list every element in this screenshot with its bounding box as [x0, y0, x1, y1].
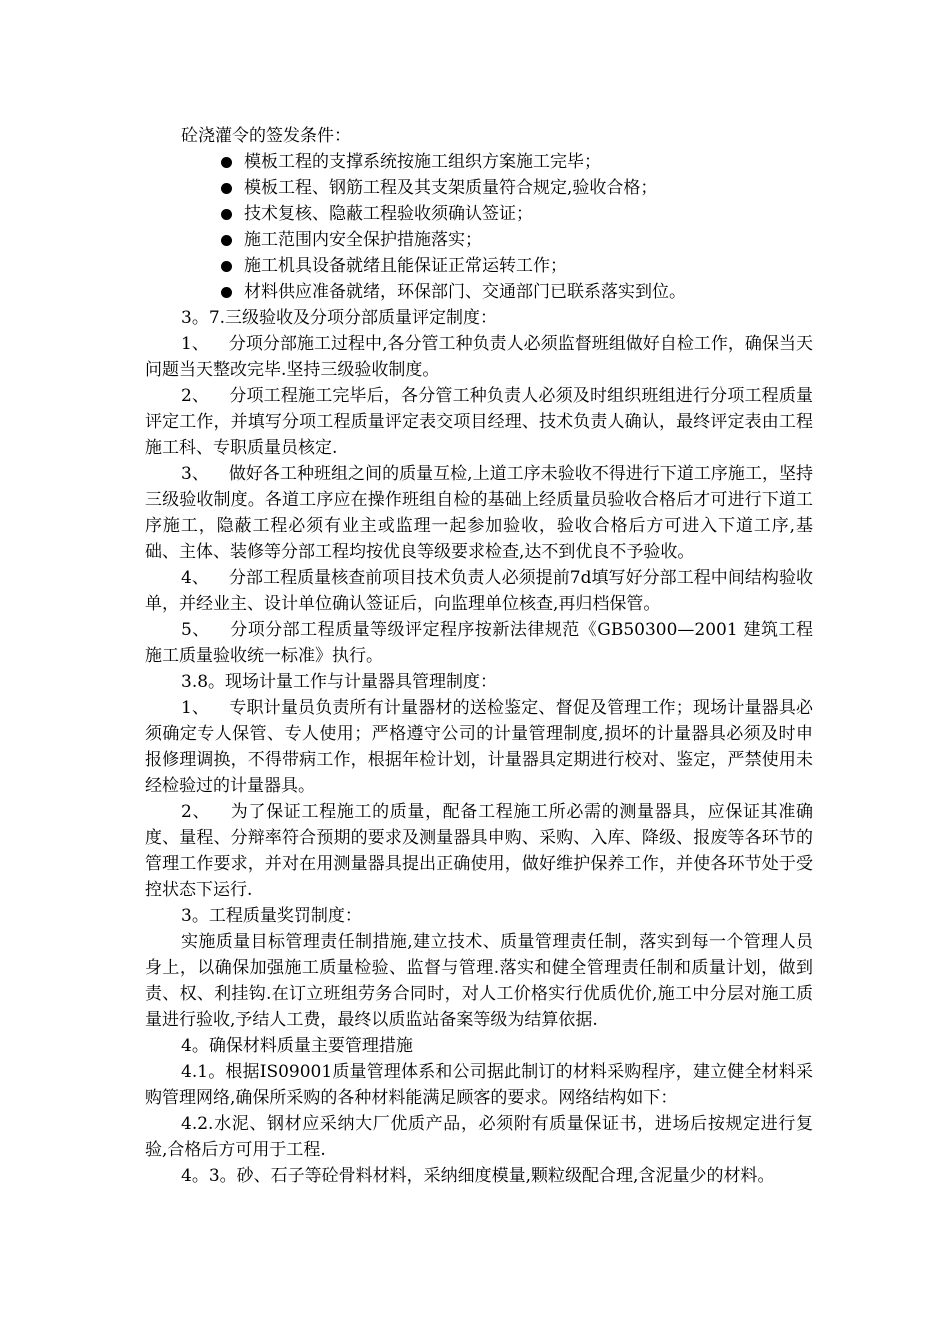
section-heading: 3.8。现场计量工作与计量器具管理制度： — [181, 672, 498, 692]
document-body — [145, 123, 813, 1189]
body-paragraph: 4.2.水泥、钢材应采纳大厂优质产品，必须附有质量保证书，进场后按规定进行复验,合格后方可用于工程. — [145, 1114, 813, 1160]
bullet-item: 材料供应准备就绪，环保部门、交通部门已联系落实到位。 — [145, 279, 813, 305]
bullet-item: 施工机具设备就绪且能保证正常运转工作； — [145, 253, 813, 279]
bullet-item: 模板工程、钢筋工程及其支架质量符合规定,验收合格； — [145, 175, 813, 201]
bullet-item: 技术复核、隐蔽工程验收须确认签证； — [145, 201, 813, 227]
bullet-item: 施工范围内安全保护措施落实； — [145, 227, 813, 253]
numbered-paragraph: 3、 做好各工种班组之间的质量互检,上道工序未验收不得进行下道工序施工，坚持三级验收制度。各道工序应在操作班组自检的基础上经质量员验收合格后才可进行下道工序施工，隐蔽工程必须有业主或监理一起参加验收，验收合格后方可进入下道工序,基础、主体、装修等分部工程均按优良等级要求检查,达不到优良不予验收。 — [145, 464, 813, 562]
numbered-paragraph: 2、 分项工程施工完毕后，各分管工种负责人必须及时组织班组进行分项工程质量评定工作，并填写分项工程质量评定表交项目经理、技术负责人确认，最终评定表由工程施工科、专职质量员核定. — [145, 386, 813, 458]
bullet-icon — [221, 287, 232, 298]
bullet-icon — [221, 157, 232, 168]
numbered-paragraph: 1、 专职计量员负责所有计量器材的送检鉴定、督促及管理工作；现场计量器具必须确定专人保管、专人使用；严格遵守公司的计量管理制度,损坏的计量器具必须及时申报修理调换，不得带病工作，根据年检计划，计量器具定期进行校对、鉴定，严禁使用未经检验过的计量器具。 — [145, 698, 813, 796]
numbered-paragraph: 5、 分项分部工程质量等级评定程序按新法律规范《GB50300—2001 建筑工程施工质量验收统一标准》执行。 — [145, 620, 813, 666]
body-paragraph: 实施质量目标管理责任制措施,建立技术、质量管理责任制，落实到每一个管理人员身上，以确保加强施工质量检验、监督与管理.落实和健全管理责任制和质量计划，做到责、权、利挂钩.在订立班组劳务合同时，对人工价格实行优质优价,施工中分层对施工质量进行验收,予结人工费，最终以质监站备案等级为结算依据. — [145, 932, 813, 1030]
bullet-icon — [221, 209, 232, 220]
bullet-item: 模板工程的支撑系统按施工组织方案施工完毕； — [145, 149, 813, 175]
bullet-icon — [221, 235, 232, 246]
section-heading: 3。工程质量奖罚制度： — [181, 906, 362, 926]
body-paragraph: 4.1。根据IS09001质量管理体系和公司据此制订的材料采购程序，建立健全材料采购管理网络,确保所采购的各种材料能满足顾客的要求。网络结构如下： — [145, 1062, 813, 1108]
section-heading: 4。确保材料质量主要管理措施 — [181, 1036, 413, 1056]
bullet-icon — [221, 183, 232, 194]
condition-list — [145, 149, 813, 305]
bullet-icon — [221, 261, 232, 272]
numbered-paragraph: 2、 为了保证工程施工的质量，配备工程施工所必需的测量器具，应保证其准确度、量程、分辩率符合预期的要求及测量器具申购、采购、入库、降级、报废等各环节的管理工作要求，并对在用测量器具提出正确使用，做好维护保养工作，并使各环节处于受控状态下运行. — [145, 802, 813, 900]
section-heading: 3。7.三级验收及分项分部质量评定制度： — [181, 308, 498, 328]
body-paragraph: 4。3。砂、石子等砼骨料材料，采纳细度模量,颗粒级配合理,含泥量少的材料。 — [181, 1166, 775, 1186]
numbered-paragraph: 1、 分项分部施工过程中,各分管工种负责人必须监督班组做好自检工作，确保当天问题当天整改完毕.坚持三级验收制度。 — [145, 334, 813, 380]
numbered-paragraph: 4、 分部工程质量核查前项目技术负责人必须提前7d填写好分部工程中间结构验收单，并经业主、设计单位确认签证后，向监理单位核查,再归档保管。 — [145, 568, 813, 614]
intro-line: 砼浇灌令的签发条件： — [181, 126, 351, 146]
